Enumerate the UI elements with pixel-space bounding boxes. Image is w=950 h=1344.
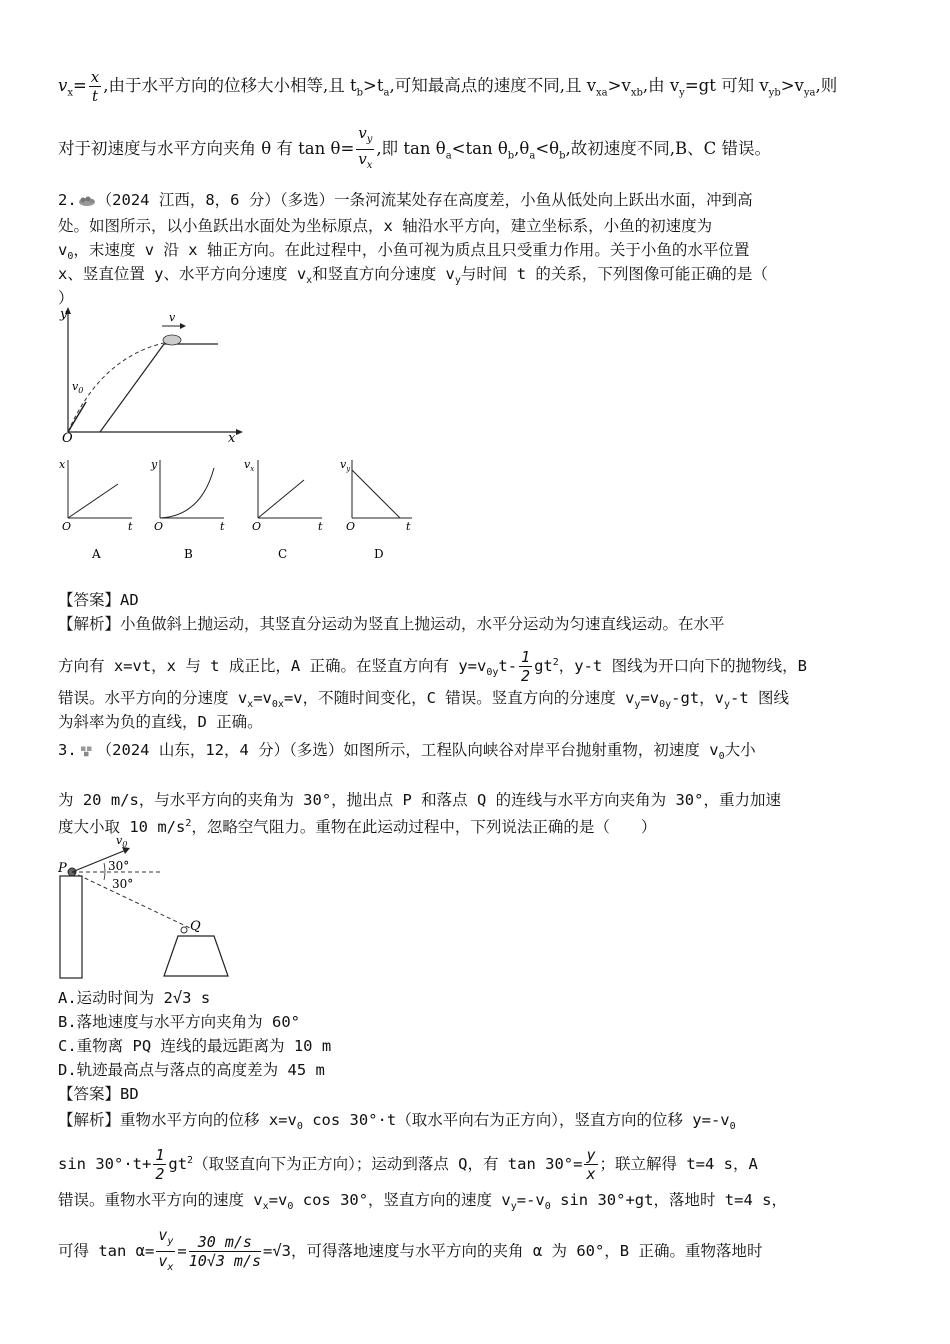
option-d: D.轨迹最高点与落点的高度差为 45 m [58,1061,325,1079]
svg-text:vx: $v_x$ [244,458,255,473]
svg-text:O: O [346,520,356,533]
fraction-vy-over-vx: $\frac{v_y}{v_x}$ [158,1226,174,1273]
question-3-line-1: 3. （2024 山东，12，4 分）（多选）如图所示，工程队向峡谷对岸平台抛射重物，初速度 $v_0$大小 [58,741,756,763]
question-2-line-2: 处。如图所示，以小鱼跃出水面处为坐标原点，x 轴沿水平方向，建立坐标系，小鱼的初速度为 [58,217,713,235]
x-axis-arrow-icon [236,429,243,435]
v-label: v [169,311,176,324]
graph-d-line [352,470,400,518]
graph-c-line [258,480,304,518]
question-2-line-3: $v_0$，末速度 v 沿 x 轴正方向。在此过程中，小鱼可视为质点且只受重力作用。关于小鱼的水平位置 [58,241,750,263]
fish-icon [163,335,181,345]
platform-q [164,936,228,976]
graph-a-line [68,484,118,518]
svg-text:t: t [128,520,133,533]
graph-a-label: A [92,547,101,561]
origin-label: O [62,431,73,446]
option-a: A.运动时间为 2√3 s [58,989,211,1007]
difficulty-badge-icon [77,195,97,207]
svg-text:vy: $v_y$ [340,458,351,473]
question-3-explanation-1: 【解析】重物水平方向的位移 $x=v_0$ cos 30°·t（取水平向右为正方向），竖直方向的位移 $y=-v_0$ [58,1111,736,1133]
fraction-one-half: $\frac{1}{2}$ [155,1146,165,1183]
svg-text:t: t [406,520,411,533]
question-2-line-5: ） [58,289,74,307]
fraction-velocity-values: $\frac{30 m/s}{10√3 m/s}$ [188,1233,261,1270]
svg-text:y: y [151,458,158,471]
fish-jump-figure [56,306,246,446]
answer-graphs [56,454,416,566]
question-3-answer: 【答案】BD [58,1085,139,1103]
svg-text:O: O [154,520,164,533]
svg-text:O: O [62,520,72,533]
graph-b-curve [160,468,214,518]
v0-label: $v_0$ [72,380,84,395]
x-axis-label: x [228,431,236,446]
canyon-projectile-figure [56,830,246,982]
question-2-line-1: 2. （2024 江西，8，6 分）（多选）一条河流某处存在高度差，小鱼从低处向上跃出水面，冲到高 [58,191,753,209]
y-axis-label: y [60,307,68,322]
graph-b-label: B [184,547,193,561]
riverbank-slope [100,344,164,432]
solution-line-2: 对于初速度与水平方向夹角 θ 有 tan θ= $\frac{v_y}{v_x}$ ,即 $\tan \theta_a<\tan$ $\theta_b,\theta_a<\theta_b$,故初速度不同,B、C 错误。 [58,124,910,175]
velocity-arrow-icon [180,323,186,329]
question-3-line-2: 为 20 m/s，与水平方向的夹角为 30°，抛出点 P 和落点 Q 的连线与水平方向夹角为 30°，重力加速 [58,791,781,809]
solution-line-1: $v_x=$ $\frac{x}{t}$ ,由于水平方向的位移大小相等,且 $t_b>t_a$,可知最高点的速度不同,且 $v_{xa}>v_{xb}$,由 $v_y=gt$ 可知 $v_{yb}>v_{ya}$,则 [58,68,838,105]
svg-text:x: x [59,458,66,471]
fraction-x-over-t: $\frac{x}{t}$ [90,68,100,105]
question-2-explanation-3: 错误。水平方向的分速度 $v_x=v_{0x}=v$，不随时间变化，C 错误。竖直方向的分速度 $v_y=v_{0y}-gt$，$v_y-t$ 图线 [58,689,790,711]
question-3-line-3: 度大小取 10 $m/s^2$，忽略空气阻力。重物在此运动过程中，下列说法正确的是（ ） [58,818,657,837]
fraction-y-over-x: $\frac{y}{x}$ [586,1146,596,1183]
difficulty-badge-icon [77,745,97,757]
question-2-line-4: x、竖直位置 y、水平方向分速度 $v_x$和竖直方向分速度 $v_y$与时间 t 的关系，下列图像可能正确的是（ [58,265,768,287]
graph-a [59,458,133,561]
question-3-explanation-3: 错误。重物水平方向的速度 $v_x=v_0$ cos 30°，竖直方向的速度 $v_y=-v_0$ sin 30°+gt，落地时 t=4 s， [58,1191,787,1213]
svg-text:t: t [318,520,323,533]
point-p-label: P [58,861,67,876]
svg-text:v0: $v_0$ [116,834,128,849]
v0-vector [68,402,86,432]
question-2-explanation-2: 方向有 x=vt，x 与 t 成正比，A 正确。在竖直方向有 $y=v_{0y}t-$ $\frac{1}{2}$ $gt^2$，y-t 图线为开口向下的抛物线，B [58,648,807,685]
fraction-one-half: $\frac{1}{2}$ [521,648,531,685]
angle-label-top: 30° [108,859,130,873]
question-3-explanation-4: 可得 tan α= $\frac{v_y}{v_x}$ = $\frac{30 m/s}{10√3 m/s}$ =√3，可得落地速度与水平方向的夹角 α 为 60°，B 正确。重物落地时 [58,1226,910,1277]
svg-text:O: O [252,520,262,533]
graph-b [150,458,225,561]
graph-c-label: C [278,547,288,561]
question-2-explanation-4: 为斜率为负的直线，D 正确。 [58,713,263,731]
svg-text:t: t [220,520,225,533]
fraction-vy-over-vx: $\frac{v_y}{v_x}$ [358,124,373,171]
graph-d [340,458,412,561]
question-2-answer: 【答案】AD [58,591,139,609]
angle-label-bottom: 30° [112,877,134,891]
option-b: B.落地速度与水平方向夹角为 60° [58,1013,300,1031]
option-c: C.重物离 PQ 连线的最远距离为 10 m [58,1037,332,1055]
cliff-p [60,876,82,978]
point-q-label: Q [190,919,201,934]
question-2-explanation-1: 【解析】小鱼做斜上抛运动，其竖直分运动为竖直上抛运动，水平分运动为匀速直线运动。在水平 [58,615,725,633]
graph-c [244,458,323,561]
question-3-explanation-2: sin 30°·t+ $\frac{1}{2}$ $gt^2$（取竖直向下为正方向）；运动到落点 Q，有 tan 30°= $\frac{y}{x}$ ；联立解得 t=4 s，A [58,1146,758,1183]
graph-d-label: D [374,547,384,561]
